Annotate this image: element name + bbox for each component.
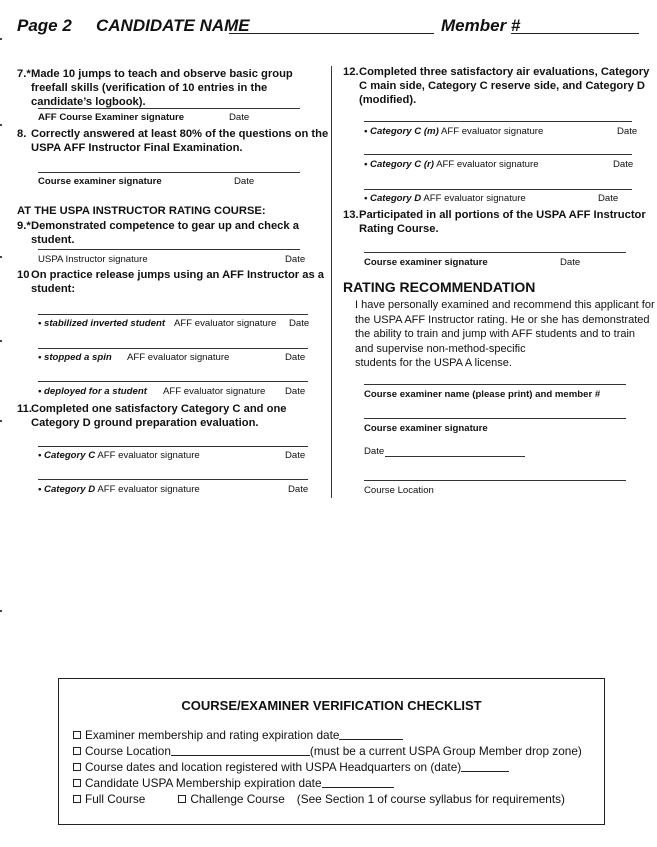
checklist-title: COURSE/EXAMINER VERIFICATION CHECKLIST bbox=[181, 698, 482, 713]
date-label: Date bbox=[288, 484, 309, 495]
date-label: Date bbox=[598, 193, 619, 204]
scan-mark bbox=[0, 124, 2, 126]
signature-label: AFF Course Examiner signature bbox=[38, 112, 185, 123]
aff-course-examiner-signature-line[interactable] bbox=[38, 108, 300, 109]
checkbox[interactable] bbox=[73, 779, 81, 787]
evaluator-signature-line[interactable] bbox=[364, 189, 632, 190]
verification-checklist-box bbox=[58, 678, 605, 825]
category-label: • Category D AFF evaluator signature bbox=[364, 193, 526, 204]
item-13: 13. Participated in all portions of the USPA AFF Instructor Rating Course. bbox=[343, 209, 646, 235]
item-10: 10 On practice release jumps using an AFF Instructor as a student: bbox=[17, 269, 325, 295]
checklist-item-registration: Course dates and location registered with USPA Headquarters on (date) bbox=[73, 760, 509, 774]
signature-label: Course examiner signature bbox=[364, 257, 488, 268]
item-11: 11. Completed one satisfactory Category C and one Category D ground preparation evaluation. bbox=[17, 403, 287, 429]
membership-date-field[interactable] bbox=[339, 729, 403, 740]
category-label: • stopped a spin bbox=[38, 352, 112, 363]
section-heading: AT THE USPA INSTRUCTOR RATING COURSE: bbox=[17, 205, 266, 217]
course-location-field[interactable] bbox=[171, 745, 310, 756]
category-label: • deployed for a student bbox=[38, 386, 147, 397]
checklist-item-course-type: Full Course Challenge Course (See Section 1 of course syllabus for requirements) bbox=[73, 792, 565, 806]
evaluator-signature-line[interactable] bbox=[38, 479, 308, 480]
candidate-name-field[interactable] bbox=[229, 33, 434, 34]
evaluator-signature-line[interactable] bbox=[38, 381, 308, 382]
scan-mark bbox=[0, 340, 2, 342]
checklist-item-location: Course Location (must be a current USPA Group Member drop zone) bbox=[73, 744, 582, 758]
date-label: Date bbox=[285, 352, 306, 363]
date-label: Date bbox=[234, 176, 255, 187]
date-label: Date bbox=[229, 112, 250, 123]
category-label: • stabilized inverted student bbox=[38, 318, 166, 329]
date-label: Date bbox=[617, 126, 638, 137]
evaluator-signature-line[interactable] bbox=[364, 121, 632, 122]
item-12: 12. Completed three satisfactory air evaluations, Category C main side, Category C reserve side, and Category D (modified). bbox=[343, 66, 650, 106]
examiner-signature-line[interactable] bbox=[364, 418, 626, 419]
evaluator-signature-line[interactable] bbox=[38, 446, 308, 447]
column-divider bbox=[331, 66, 332, 498]
date-label: Date bbox=[285, 254, 306, 265]
category-label: • Category C AFF evaluator signature bbox=[38, 450, 200, 461]
evaluator-signature-line[interactable] bbox=[38, 348, 308, 349]
date-label: Date bbox=[613, 159, 634, 170]
course-examiner-signature-line[interactable] bbox=[38, 172, 300, 173]
full-course-checkbox[interactable] bbox=[73, 795, 81, 803]
course-location-line[interactable] bbox=[364, 480, 626, 481]
recommendation-date-label: Date bbox=[364, 446, 385, 457]
date-label: Date bbox=[285, 386, 306, 397]
scan-mark bbox=[0, 610, 2, 612]
examiner-name-line[interactable] bbox=[364, 384, 626, 385]
signature-label: AFF evaluator signature bbox=[163, 386, 266, 397]
checkbox[interactable] bbox=[73, 747, 81, 755]
item-8: 8. Correctly answered at least 80% of the questions on the USPA AFF Instructor Final Examination. bbox=[17, 128, 329, 154]
course-examiner-signature-line[interactable] bbox=[364, 252, 626, 253]
recommendation-text: I have personally examined and recommend this applicant for the USPA AFF Instructor rating. He or she has demonstrated the ability to train and jump with AFF students and to train and supervise non-method-specific students for the USPA A license. bbox=[355, 299, 655, 369]
date-label: Date bbox=[560, 257, 581, 268]
item-9: 9.* Demonstrated competence to gear up and check a student. bbox=[17, 220, 299, 246]
checklist-item-membership: Examiner membership and rating expiration date bbox=[73, 728, 403, 742]
candidate-membership-date-field[interactable] bbox=[322, 777, 394, 788]
item-7: 7.* Made 10 jumps to teach and observe basic group freefall skills (verification of 10 entries in the candidate’s logbook). bbox=[17, 68, 293, 108]
category-label: • Category D AFF evaluator signature bbox=[38, 484, 200, 495]
checkbox[interactable] bbox=[73, 763, 81, 771]
uspa-instructor-signature-line[interactable] bbox=[38, 249, 300, 250]
evaluator-signature-line[interactable] bbox=[364, 154, 632, 155]
evaluator-signature-line[interactable] bbox=[38, 314, 308, 315]
scan-mark bbox=[0, 38, 2, 40]
page-number: Page 2 bbox=[17, 16, 72, 35]
examiner-signature-label: Course examiner signature bbox=[364, 423, 488, 434]
signature-label: AFF evaluator signature bbox=[127, 352, 230, 363]
rating-recommendation-heading: RATING RECOMMENDATION bbox=[343, 279, 536, 295]
member-number-label: Member # bbox=[441, 16, 521, 35]
challenge-course-checkbox[interactable] bbox=[178, 795, 186, 803]
date-label: Date bbox=[285, 450, 306, 461]
recommendation-date-field[interactable] bbox=[385, 456, 525, 457]
signature-label: AFF evaluator signature bbox=[174, 318, 277, 329]
examiner-name-label: Course examiner name (please print) and member # bbox=[364, 389, 601, 400]
checkbox[interactable] bbox=[73, 731, 81, 739]
date-label: Date bbox=[289, 318, 310, 329]
candidate-name-label: CANDIDATE NAME bbox=[96, 16, 250, 35]
scan-mark bbox=[0, 420, 2, 422]
course-location-label: Course Location bbox=[364, 485, 434, 496]
scan-mark bbox=[0, 256, 2, 258]
category-label: • Category C (m) AFF evaluator signature bbox=[364, 126, 544, 137]
registration-date-field[interactable] bbox=[461, 761, 509, 772]
signature-label: Course examiner signature bbox=[38, 176, 162, 187]
signature-label: USPA Instructor signature bbox=[38, 254, 148, 265]
member-number-field[interactable] bbox=[511, 33, 639, 34]
category-label: • Category C (r) AFF evaluator signature bbox=[364, 159, 539, 170]
checklist-item-candidate-membership: Candidate USPA Membership expiration date bbox=[73, 776, 394, 790]
